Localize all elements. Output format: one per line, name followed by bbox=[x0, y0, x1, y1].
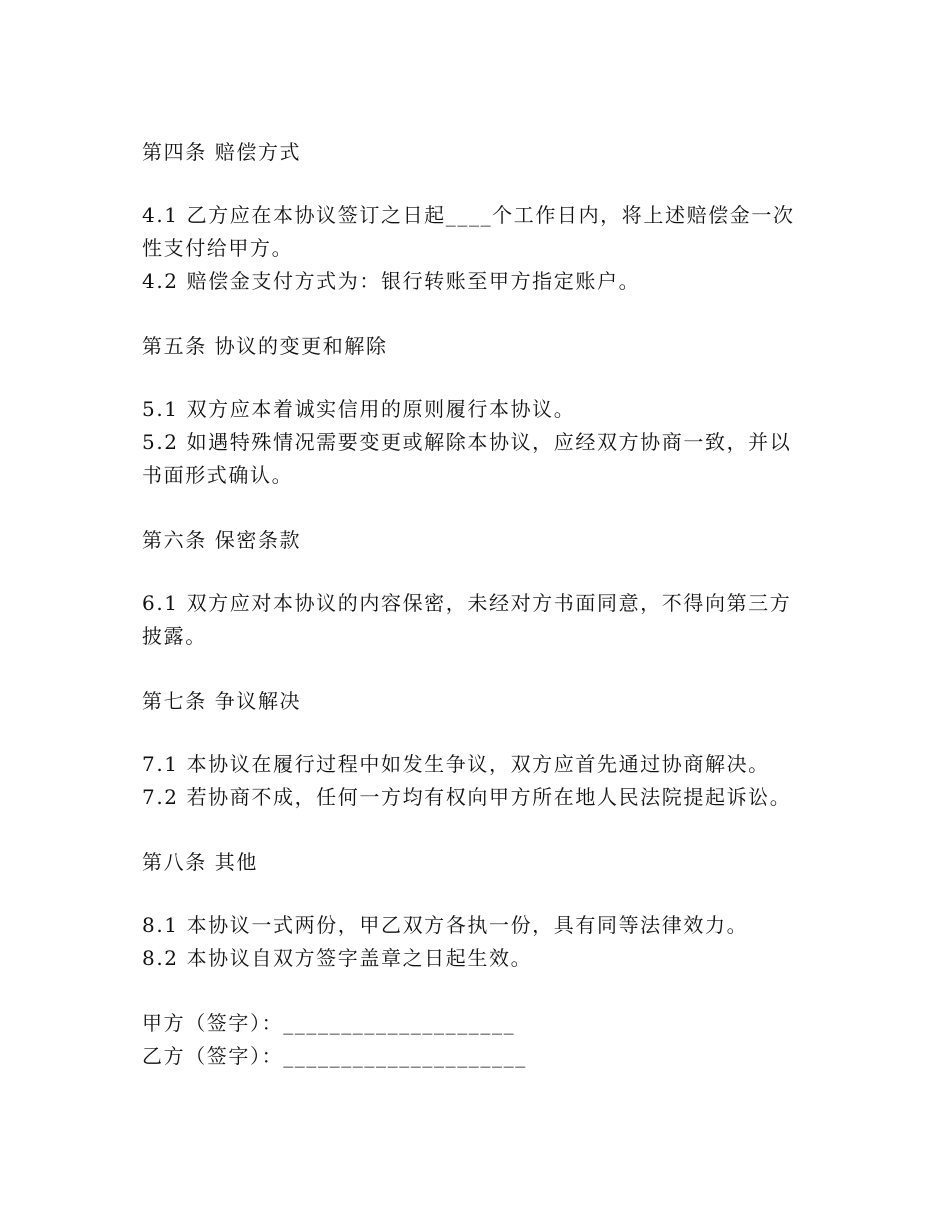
clause-line: 披露。 bbox=[142, 624, 207, 648]
section-heading: 第六条 保密条款 bbox=[142, 528, 302, 552]
clause-line: 6.1 双方应对本协议的内容保密，未经对方书面同意，不得向第三方 bbox=[142, 591, 792, 615]
clause-line: 5.1 双方应本着诚实信用的原则履行本协议。 bbox=[142, 397, 576, 421]
section-heading: 第八条 其他 bbox=[142, 850, 258, 874]
section-4 bbox=[142, 136, 802, 298]
section-heading: 第七条 争议解决 bbox=[142, 689, 302, 713]
section-heading: 第五条 协议的变更和解除 bbox=[142, 334, 388, 358]
clause-line: 性支付给甲方。 bbox=[142, 236, 294, 260]
section-heading: 第四条 赔偿方式 bbox=[142, 140, 302, 164]
agreement-body bbox=[142, 136, 802, 1073]
clause-line: 书面形式确认。 bbox=[142, 463, 294, 487]
party-a-signature-line: 甲方（签字）：____________________ bbox=[142, 1011, 516, 1035]
clause-line: 4.1 乙方应在本协议签订之日起____个工作日内，将上述赔偿金一次 bbox=[142, 203, 795, 227]
section-8 bbox=[142, 846, 802, 975]
clause-line: 8.2 本协议自双方签字盖章之日起生效。 bbox=[142, 946, 533, 970]
clause-line: 8.1 本协议一式两份，甲乙双方各执一份，具有同等法律效力。 bbox=[142, 913, 749, 937]
signature-block bbox=[142, 1007, 802, 1073]
clause-line: 5.2 如遇特殊情况需要变更或解除本协议，应经双方协商一致，并以 bbox=[142, 430, 792, 454]
section-5 bbox=[142, 330, 802, 492]
section-7 bbox=[142, 685, 802, 814]
clause-line: 7.1 本协议在履行过程中如发生争议，双方应首先通过协商解决。 bbox=[142, 752, 770, 776]
section-6 bbox=[142, 524, 802, 653]
clause-line: 7.2 若协商不成，任何一方均有权向甲方所在地人民法院提起诉讼。 bbox=[142, 785, 792, 809]
clause-line: 4.2 赔偿金支付方式为：银行转账至甲方指定账户。 bbox=[142, 269, 641, 293]
party-b-signature-line: 乙方（签字）：_____________________ bbox=[142, 1044, 527, 1068]
